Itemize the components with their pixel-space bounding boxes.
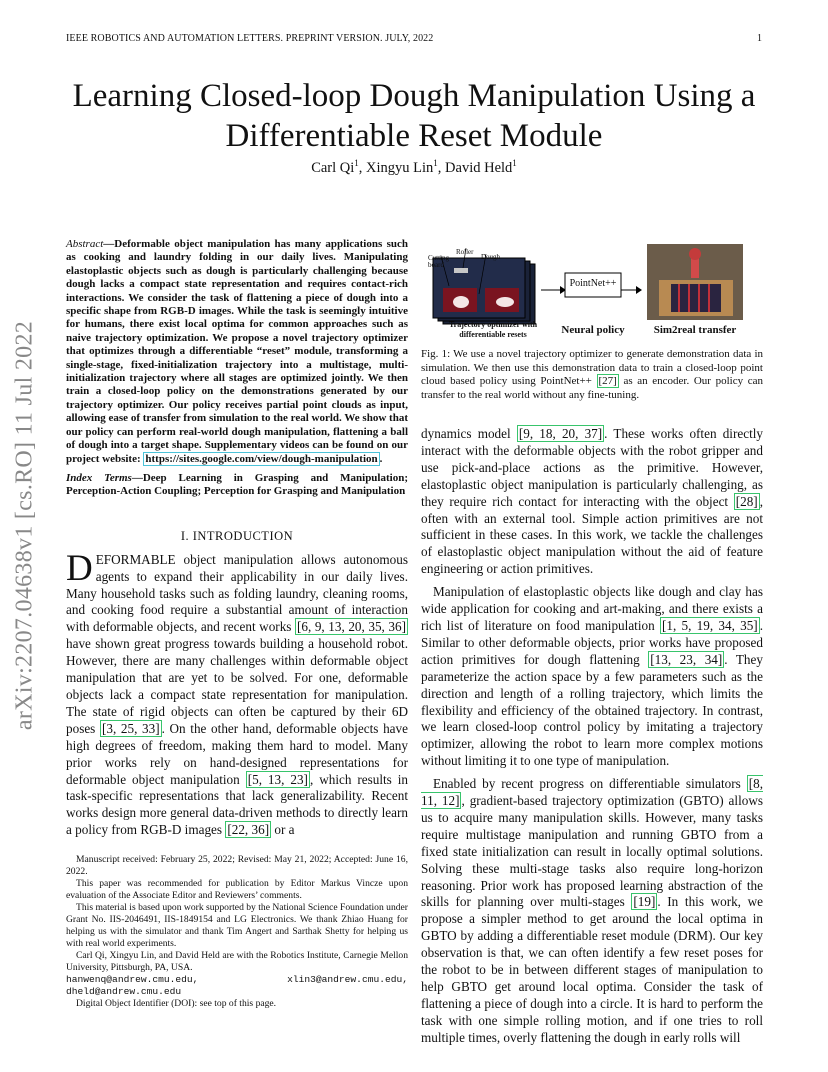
- cutting-board-label: Cutting board: [428, 254, 450, 269]
- drop-cap: D: [66, 547, 93, 589]
- section-heading: I. INTRODUCTION: [180, 528, 294, 543]
- citation-link[interactable]: [13, 23, 34]: [650, 651, 723, 667]
- footnote-manuscript: Manuscript received: February 25, 2022; Revised: May 21, 2022; Accepted: June 16, 2022.: [66, 854, 408, 877]
- footnote-doi: Digital Object Identifier (DOI): see top of this page.: [76, 998, 277, 1009]
- footnote-emails: hanwenq@andrew.cmu.edu, xlin3@andrew.cmu.edu, dheld@andrew.cmu.edu: [66, 974, 408, 997]
- roller-label: Roller: [456, 248, 474, 256]
- author-list: Carl Qi$^1$, Xingyu Lin$^1$, David Held$^1$: [311, 158, 517, 176]
- arrow-head-icon: [636, 286, 642, 294]
- dough-icon: [496, 297, 514, 307]
- caption-label: Fig. 1:: [421, 348, 451, 360]
- body-paragraph: dynamics model [9, 18, 20, 37] . These works often directly interact with the deformable objects with the robot gripper and use pick-and-place actions as the primitive. However, elastoplastic object manipulation is particularly challenging, as they require rich contact for interacting with the object [28] , often with an external tool. Simple action primitives are not sufficient in these cases. In this work, we tackle the challenges of elastoplastic object manipulation without the aid of feature engineering or action primitives.: [421, 426, 763, 577]
- neural-policy-label: Neural policy: [561, 324, 625, 336]
- footnote-funding: This material is based upon work supported by the National Science Foundation under Grant No. IIS-2046491, IIS-1849154 and LG Electronics. We thank Zhiao Huang for helping us with the simulator and thank Tim Angert and Sarthak Shetty for helping us with real world experiments.: [66, 902, 408, 949]
- roller-icon: [454, 268, 468, 273]
- affiliation-mark: 1: [433, 158, 438, 168]
- running-header: IEEE ROBOTICS AND AUTOMATION LETTERS. PREPRINT VERSION. JULY, 2022: [66, 33, 434, 44]
- pointnet-label: PointNet++: [569, 278, 617, 289]
- citation-link[interactable]: [3, 25, 33]: [101, 720, 160, 736]
- intro-paragraph: DEFORMABLE object manipulation allows autonomous agents to expand their applicability in our daily lives. Many household tasks such as folding laundry, cleaning rooms, and cooking food require a substantial amount of interaction with deformable objects, and recent works [6, 9, 13, 20, 35, 36] have shown great progress towards building a household robot. However, there are many challenges within deformable object manipulation that are yet to be solved. For one, deformable objects lack a compact state representation for manipulation. The state of rigid objects can often be captured by their 6D poses [3, 25, 33] . On the other hand, deformable objects have high degrees of freedom, making them hard to model. Many prior works rely on hand-designed representations for deformable object manipulation [5, 13, 23] , which results in task-specific representations that lack generalizability. Recent works design more general data-driven methods to directly learn a policy from RGB-D images [22, 36] or a: [66, 547, 409, 838]
- abstract: Abstract—Deformable object manipulation has many applications such as cooking and laundry folding in our daily lives. Manipulating elastoplastic objects such as dough is particularly challenging because dough lacks a compact state representation and requires contact-rich interactions. We consider the task of flattening a piece of dough into a specific shape from RGB-D images. While the task is seemingly intuitive for humans, there exist local optima for common approaches such as naive trajectory optimization. We propose a novel trajectory optimizer that optimizes through a differentiable “reset” module, transforming a single-stage, fixed-initialization trajectory into a multistage, multi-initialization trajectory where all stages are optimized jointly. We then train a closed-loop policy on the demonstrations generated by our trajectory optimizer. Our policy receives partial point clouds as input, allowing ease of transfer from simulation to the real world. We show that our policy can perform real-world dough manipulation, flattening a ball of dough into a target shape. Supplementary videos can be found on our project website: https://sites.google.com/view/dough-manipulation .: [66, 238, 408, 465]
- trajectory-optimizer-label: Trajectory optimizer with differentiable resets: [448, 320, 538, 339]
- dough-label: Dough: [481, 253, 501, 261]
- dough-icon: [453, 296, 469, 308]
- citation-link[interactable]: [5, 13, 23]: [247, 771, 308, 787]
- page-number: 1: [757, 33, 762, 44]
- citation-link[interactable]: [19]: [633, 894, 656, 910]
- sim2real-label: Sim2real transfer: [653, 324, 737, 336]
- author-3: David Held: [445, 159, 513, 176]
- affiliation-mark: 1: [512, 158, 517, 168]
- right-column: [421, 426, 763, 1047]
- affiliation-mark: 1: [354, 158, 359, 168]
- figure-caption: Fig. 1: We use a novel trajectory optimizer to generate demonstration data in simulation. We then use this demonstration data to train a closed-loop point cloud based policy using PointNet++ [27] as an encoder. Our policy can transfer to the real world without any fine-tuning.: [421, 348, 764, 401]
- figure-1: [421, 242, 763, 342]
- citation-link[interactable]: [28]: [735, 493, 758, 509]
- paper-title: Learning Closed-loop Dough Manipulation Using a Differentiable Reset Module: [72, 78, 756, 154]
- citation-link[interactable]: [9, 18, 20, 37]: [518, 426, 603, 441]
- abstract-label: Abstract: [66, 238, 104, 250]
- body-paragraph: Enabled by recent progress on differentiable simulators [8, 11, 12] , gradient-based trajectory optimization (GBTO) allows us to acquire many manipulation skills. However, many tasks require multistage manipulation and running GBTO from a fixed state initialization can result in locally optimal solutions. Solving these multi-stage tasks also require long-horizon reasoning. Prior work has proposed learning abstraction of the skills for planning over multi-stages [19] . In this work, we propose a simpler method to get around the local optima in GBTO by adding a differentiable reset module (DRM). Our key observation is that, we can often identify a few reset poses for the robot to be in between different stages of manipulation to help GBTO get around local optima. Consider the task of flattening a piece of dough into a circle. It is hard to perform the task with one simple rolling motion, and if one tries to roll multiple times, overly flattening the dough in early rolls will: [421, 776, 763, 1045]
- project-website-link[interactable]: https://sites.google.com/view/dough-manipulation: [145, 452, 378, 465]
- citation-link[interactable]: [1, 5, 19, 34, 35]: [661, 617, 758, 633]
- citation-link[interactable]: [8, 11, 12]: [421, 776, 763, 809]
- author-1: Carl Qi: [311, 159, 355, 176]
- citation-link[interactable]: [6, 9, 13, 20, 35, 36]: [296, 619, 406, 635]
- footnote-affiliation: Carl Qi, Xingyu Lin, and David Held are with the Robotics Institute, Carnegie Mellon University, Pittsburgh, PA, USA.: [66, 950, 408, 973]
- citation-link[interactable]: [27]: [598, 375, 617, 387]
- index-terms: Index Terms—Deep Learning in Grasping and Manipulation; Perception-Action Coupling; Perception for Grasping and Manipulation: [66, 471, 408, 498]
- left-column: [66, 238, 408, 839]
- arxiv-stamp[interactable]: arXiv:2207.04638v1 [cs.RO] 11 Jul 2022: [11, 320, 38, 731]
- citation-link[interactable]: [22, 36]: [227, 822, 270, 838]
- author-2: Xingyu Lin: [366, 159, 434, 176]
- body-paragraph: Manipulation of elastoplastic objects like dough and clay has wide application for cooking and art-making, and there exists a rich list of literature on food manipulation [1, 5, 19, 34, 35] . Similar to other deformable objects, prior works have proposed action primitives for dough flattening [13, 23, 34] . They parameterize the action space by a few parameters such as the direction and length of a rolling trajectory, which limits the flexibility and efficiency of the obtained trajectory. In contrast, we learn closed-loop control policy by imitating a trajectory optimizer, allowing the robot to learn more complex motions without limiting it to one type of manipulation.: [421, 584, 763, 769]
- footnote-editor: This paper was recommended for publication by Editor Markus Vincze upon evaluation of the Associate Editor and Reviewers’ comments.: [66, 878, 408, 901]
- footnotes: [66, 854, 408, 1010]
- index-terms-label: Index Terms: [66, 471, 132, 484]
